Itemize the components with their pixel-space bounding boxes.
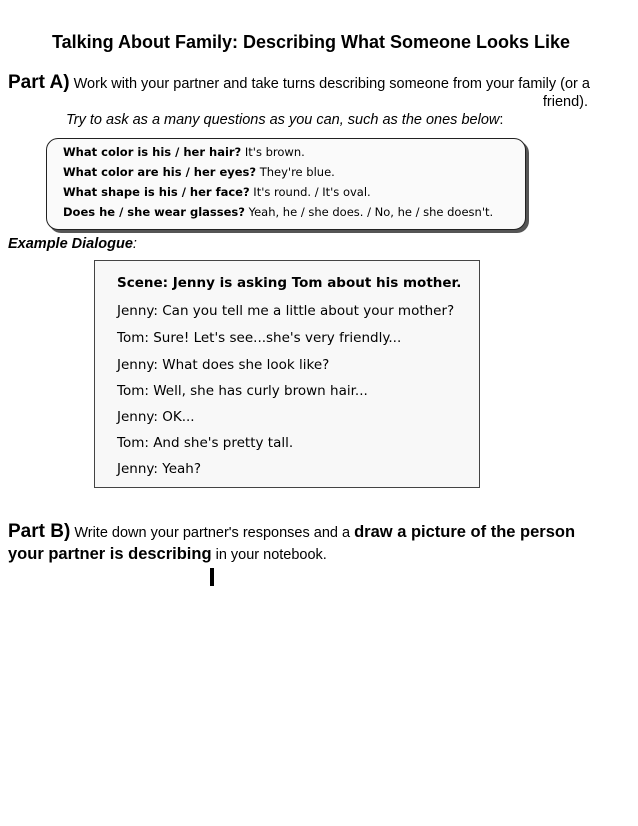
example-dialogue-heading — [8, 236, 137, 252]
text-cursor[interactable] — [210, 568, 214, 586]
answer-1: It's brown. — [241, 145, 305, 159]
question-1: What color is his / her hair? — [63, 145, 242, 159]
dialogue-line: Jenny: Yeah? — [117, 461, 201, 477]
dialogue-scene: Scene: Jenny is asking Tom about his mother. — [117, 275, 462, 291]
question-line-3 — [63, 185, 371, 199]
instruction-text: Try to ask as a many questions as you can, such as the ones below — [66, 112, 500, 128]
dialogue-line: Tom: Well, she has curly brown hair... — [117, 383, 368, 399]
answer-3: It's round. / It's oval. — [249, 185, 371, 199]
part-a-instruction — [66, 112, 503, 128]
part-a-paragraph — [8, 73, 598, 94]
answer-2: They're blue. — [256, 165, 335, 179]
part-b-text-2: in your notebook. — [211, 547, 327, 563]
part-b-paragraph — [8, 521, 608, 566]
part-b-label: Part B) — [8, 521, 71, 542]
dialogue-line: Jenny: Can you tell me a little about your mother? — [117, 303, 455, 319]
dialogue-line: Tom: Sure! Let's see...she's very friendly... — [117, 330, 402, 346]
part-b-text-1: Write down your partner's responses and a — [70, 525, 355, 541]
part-b-bold-text: draw a picture of the person your partner is describing — [8, 523, 576, 563]
part-a-label: Part A) — [8, 72, 70, 93]
part-a-text-continued: friend). — [542, 94, 588, 110]
dialogue-line: Jenny: OK... — [117, 409, 195, 425]
question-line-4 — [63, 205, 493, 219]
dialogue-line: Tom: And she's pretty tall. — [117, 435, 294, 451]
dialogue-line: Jenny: What does she look like? — [117, 357, 330, 373]
question-3: What shape is his / her face? — [63, 185, 250, 199]
example-label: Example Dialogue — [8, 236, 133, 252]
answer-4: Yeah, he / she does. / No, he / she doesn't. — [244, 205, 494, 219]
dialogue-box — [94, 260, 480, 488]
question-box — [46, 138, 526, 230]
question-4: Does he / she wear glasses? — [63, 205, 245, 219]
question-2: What color are his / her eyes? — [63, 165, 257, 179]
question-line-1 — [63, 145, 305, 159]
part-a-text: Work with your partner and take turns describing someone from your family (or a — [69, 76, 590, 92]
instruction-colon: : — [499, 112, 504, 128]
question-line-2 — [63, 165, 335, 179]
example-colon: : — [132, 236, 137, 252]
page-title: Talking About Family: Describing What Someone Looks Like — [52, 32, 571, 52]
